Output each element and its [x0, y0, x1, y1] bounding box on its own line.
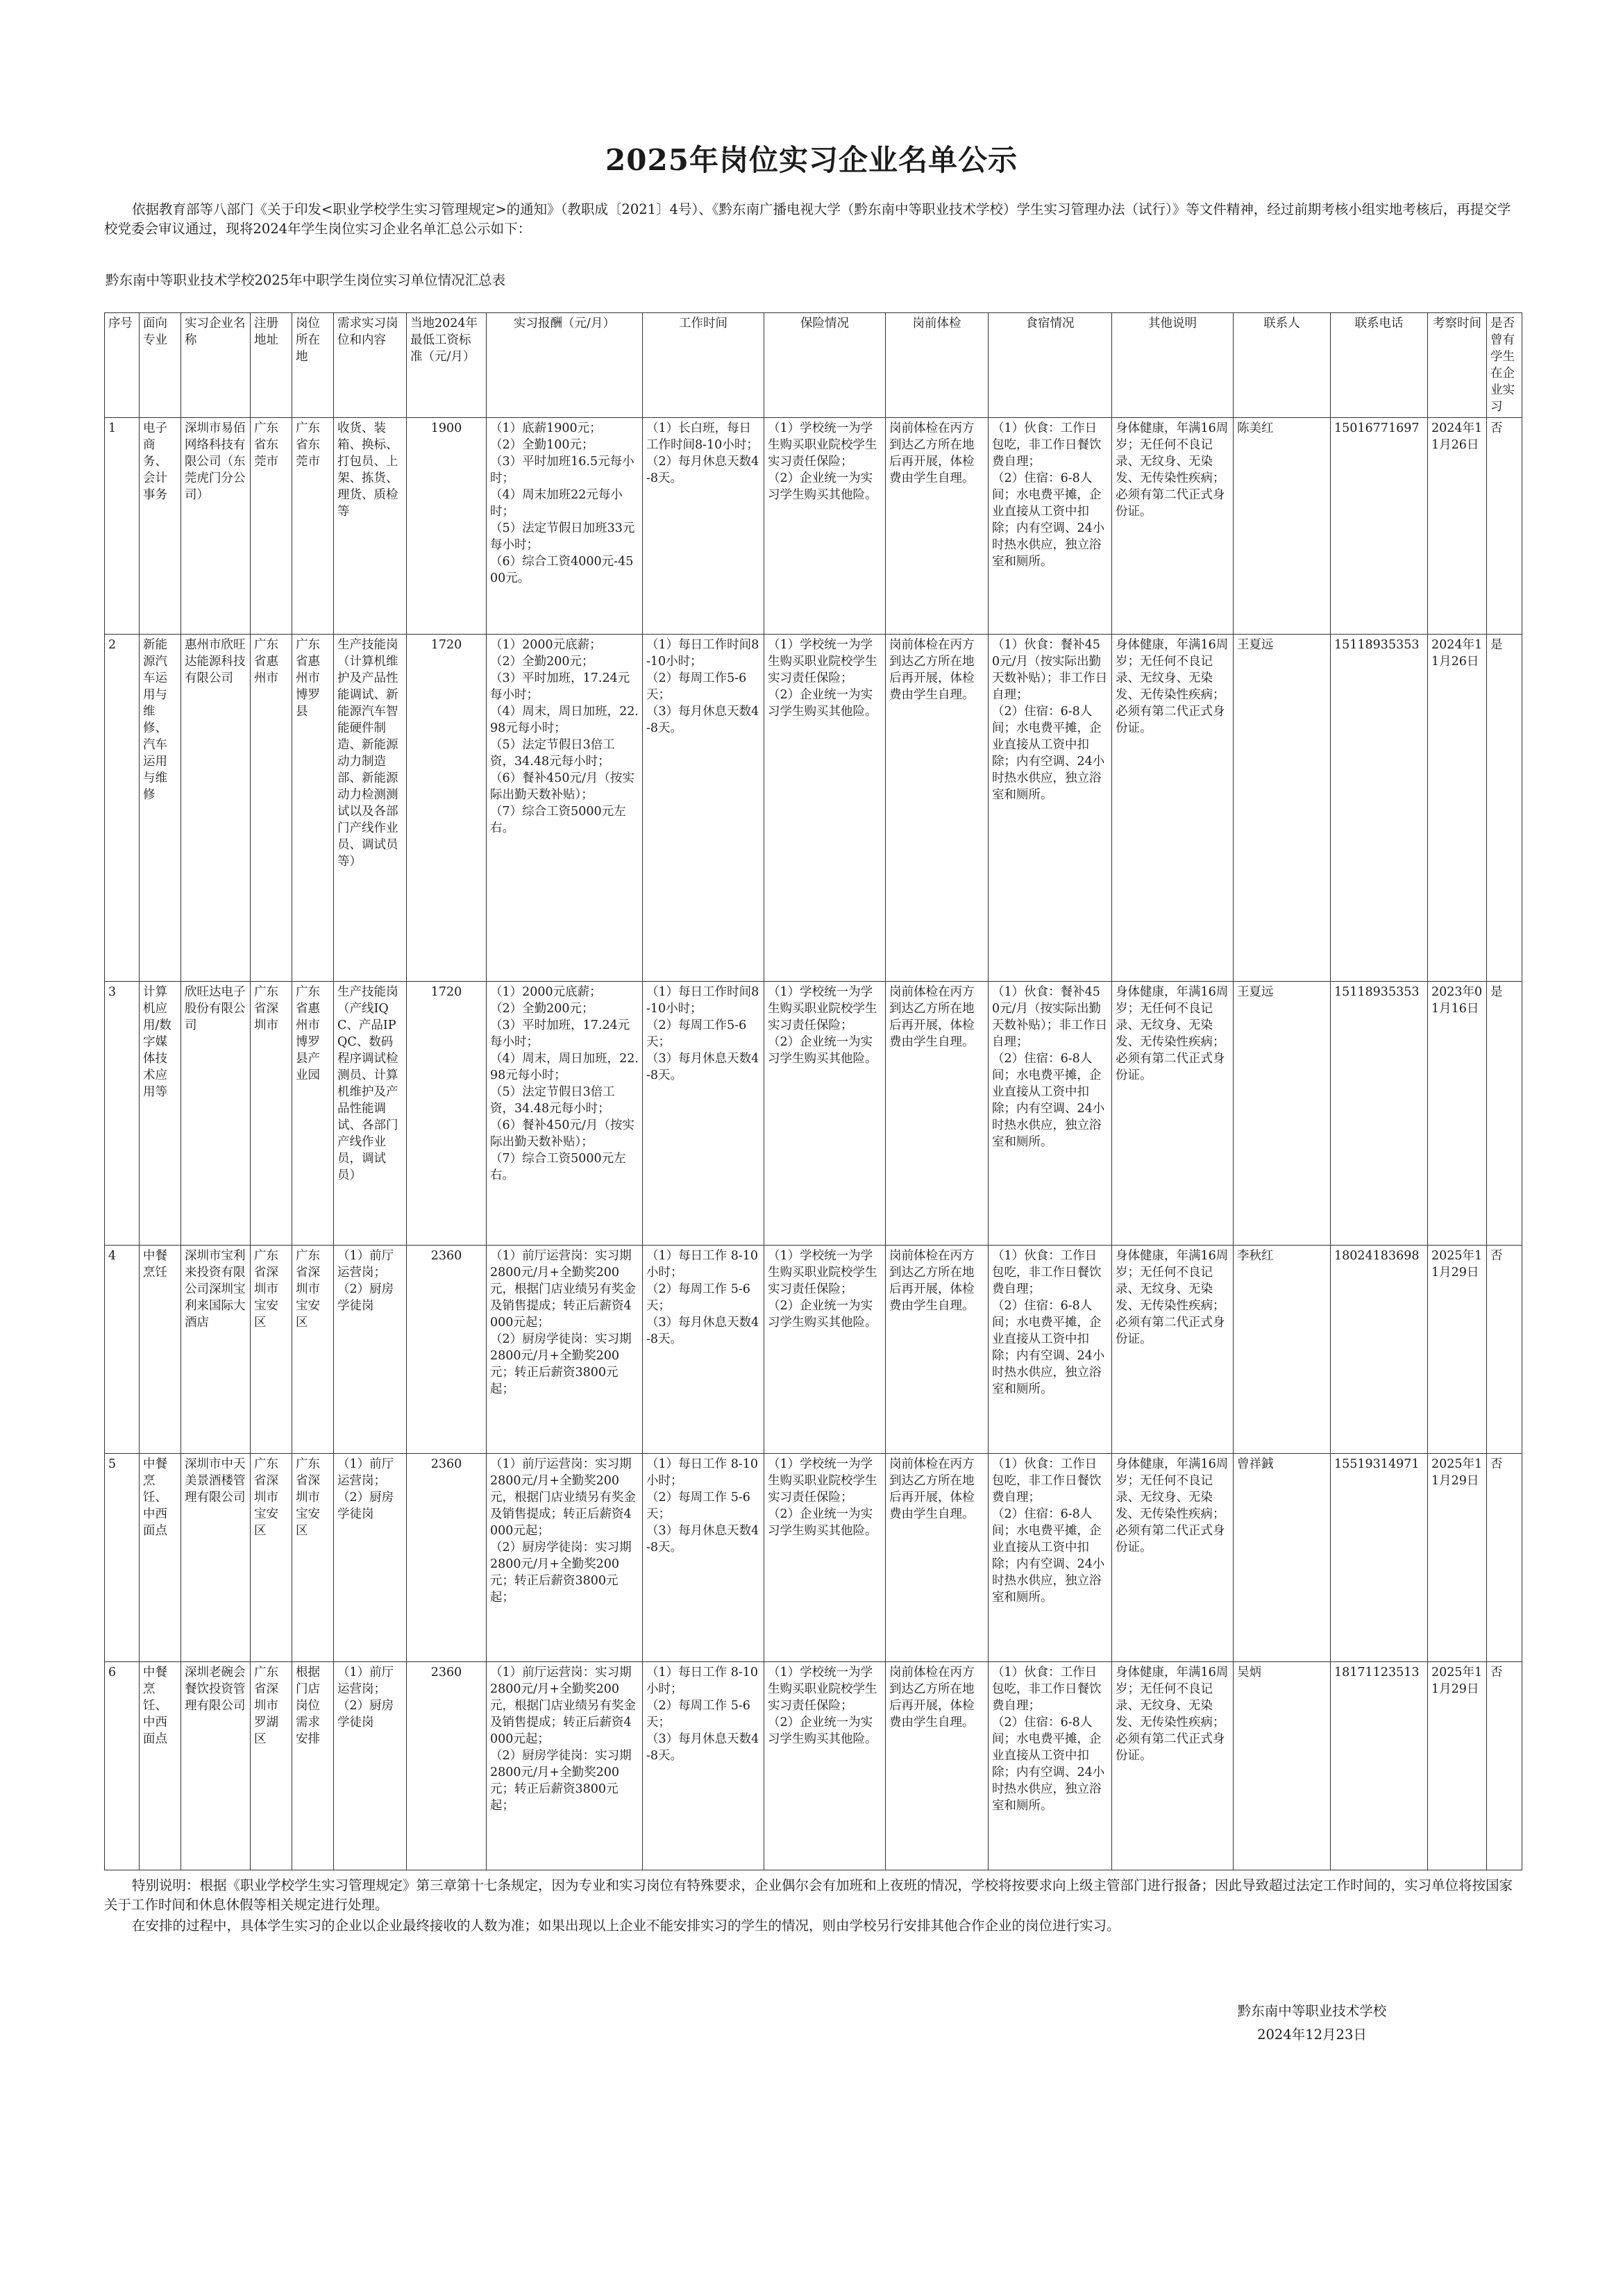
header-no: 序号 [105, 313, 140, 418]
table-caption: 黔东南中等职业技术学校2025年中职学生岗位实习单位情况汇总表 [106, 272, 506, 288]
cell-other: 身体健康，年满16周岁；无任何不良记录、无纹身、无染发、无传染性疾病；必须有第二代正式身份证。 [1112, 635, 1234, 982]
cell-insurance: （1）学校统一为学生购买职业院校学生实习责任保险； （2）企业统一为实习学生购买其他险。 [764, 418, 886, 635]
table-row [105, 418, 1522, 635]
cell-exam: 岗前体检在丙方到达乙方所在地后再开展，体检费由学生自理。 [886, 1662, 989, 1870]
cell-hours: （1）长白班，每日工作时间8-10小时； （2）每月休息天数4-8天。 [643, 418, 764, 635]
cell-board: （1）伙食：餐补450元/月（按实际出勤天数补贴）；非工作日自理； （2）住宿：6-8人间；水电费平摊，企业直接从工资中扣除；内有空调、24小时热水供应，独立浴室和厕所。 [989, 982, 1112, 1246]
cell-phone: 15016771697 [1331, 418, 1428, 635]
cell-contact: 李秋红 [1234, 1246, 1331, 1454]
cell-date: 2024年11月26日 [1428, 418, 1487, 635]
cell-pay: （1）2000元底薪； （2）全勤200元； （3）平时加班，17.24元每小时； （4）周末，周日加班，22.98元每小时； （5）法定节假日3倍工资，34.48元每小时； （6）餐补450元/月（按实际出勤天数补贴）； （7）综合工资5000元左右。 [487, 982, 643, 1246]
cell-loc: 广东省东莞市 [292, 418, 334, 635]
cell-board: （1）伙食：工作日包吃，非工作日餐饮费自理； （2）住宿：6-8人间；水电费平摊，企业直接从工资中扣除；内有空调、24小时热水供应，独立浴室和厕所。 [989, 1454, 1112, 1662]
cell-no: 6 [105, 1662, 140, 1870]
cell-major: 新能源汽车运用与维修、汽车运用与维修 [140, 635, 181, 982]
cell-no: 3 [105, 982, 140, 1246]
cell-minwage: 1720 [407, 635, 487, 982]
cell-contact: 吴炳 [1234, 1662, 1331, 1870]
header-major: 面向专业 [140, 313, 181, 418]
cell-post: （1）前厅运营岗； （2）厨房学徒岗 [334, 1246, 407, 1454]
cell-other: 身体健康，年满16周岁；无任何不良记录、无纹身、无染发、无传染性疾病；必须有第二代正式身份证。 [1112, 418, 1234, 635]
cell-reg: 广东省深圳市宝安区 [251, 1454, 292, 1662]
cell-minwage: 1900 [407, 418, 487, 635]
cell-hours: （1）每日工作时间8-10小时； （2）每周工作5-6天； （3）每月休息天数4-8天。 [643, 635, 764, 982]
cell-company: 欣旺达电子股份有限公司 [181, 982, 251, 1246]
cell-pay: （1）2000元底薪； （2）全勤200元； （3）平时加班，17.24元每小时； （4）周末，周日加班，22.98元每小时； （5）法定节假日3倍工资，34.48元每小时； （6）餐补450元/月（按实际出勤天数补贴）； （7）综合工资5000元左右。 [487, 635, 643, 982]
arrangement-note: 在安排的过程中，具体学生实习的企业以企业最终接收的人数为准；如果出现以上企业不能安排实习的学生的情况，则由学校另行安排其他合作企业的岗位进行实习。 [132, 1918, 1120, 1934]
table-row [105, 982, 1522, 1246]
cell-hours: （1）每日工作时间8-10小时； （2）每周工作5-6天； （3）每月休息天数4-8天。 [643, 982, 764, 1246]
cell-other: 身体健康，年满16周岁；无任何不良记录、无纹身、无染发、无传染性疾病；必须有第二代正式身份证。 [1112, 1246, 1234, 1454]
cell-pay: （1）前厅运营岗：实习期2800元/月+全勤奖200元，根据门店业绩另有奖金及销售提成；转正后薪资4000元起； （2）厨房学徒岗：实习期2800元/月+全勤奖200元；转正后薪资3800元起； [487, 1246, 643, 1454]
header-pay: 实习报酬（元/月） [487, 313, 643, 418]
cell-prior: 是 [1487, 982, 1522, 1246]
table-row [105, 1454, 1522, 1662]
cell-minwage: 2360 [407, 1662, 487, 1870]
cell-reg: 广东省深圳市宝安区 [251, 1246, 292, 1454]
table-row [105, 1662, 1522, 1870]
cell-company: 深圳市易佰网络科技有限公司（东莞虎门分公司） [181, 418, 251, 635]
header-post: 需求实习岗位和内容 [334, 313, 407, 418]
header-reg: 注册地址 [251, 313, 292, 418]
header-board: 食宿情况 [989, 313, 1112, 418]
cell-insurance: （1）学校统一为学生购买职业院校学生实习责任保险； （2）企业统一为实习学生购买其他险。 [764, 635, 886, 982]
cell-exam: 岗前体检在丙方到达乙方所在地后再开展，体检费由学生自理。 [886, 1246, 989, 1454]
cell-date: 2023年01月16日 [1428, 982, 1487, 1246]
cell-major: 中餐烹饪、中西面点 [140, 1662, 181, 1870]
cell-date: 2025年11月29日 [1428, 1246, 1487, 1454]
cell-no: 2 [105, 635, 140, 982]
cell-hours: （1）每日工作 8-10 小时； （2）每周工作 5-6 天； （3）每月休息天数4-8天。 [643, 1662, 764, 1870]
cell-insurance: （1）学校统一为学生购买职业院校学生实习责任保险； （2）企业统一为实习学生购买其他险。 [764, 982, 886, 1246]
cell-insurance: （1）学校统一为学生购买职业院校学生实习责任保险； （2）企业统一为实习学生购买其他险。 [764, 1246, 886, 1454]
cell-prior: 否 [1487, 1662, 1522, 1870]
signature-block [1180, 2000, 1444, 2047]
cell-minwage: 1720 [407, 982, 487, 1246]
cell-reg: 广东省东莞市 [251, 418, 292, 635]
header-date: 考察时间 [1428, 313, 1487, 418]
signature-date: 2024年12月23日 [1257, 2027, 1367, 2043]
header-hours: 工作时间 [643, 313, 764, 418]
cell-prior: 否 [1487, 1246, 1522, 1454]
header-loc: 岗位所在地 [292, 313, 334, 418]
cell-loc: 广东省深圳市宝安区 [292, 1246, 334, 1454]
cell-date: 2025年11月29日 [1428, 1454, 1487, 1662]
cell-contact: 王夏远 [1234, 982, 1331, 1246]
cell-major: 电子商务、会计事务 [140, 418, 181, 635]
header-phone: 联系电话 [1331, 313, 1428, 418]
table-row [105, 1246, 1522, 1454]
cell-pay: （1）前厅运营岗：实习期2800元/月+全勤奖200元，根据门店业绩另有奖金及销售提成；转正后薪资4000元起； （2）厨房学徒岗：实习期2800元/月+全勤奖200元；转正后薪资3800元起； [487, 1454, 643, 1662]
header-insurance: 保险情况 [764, 313, 886, 418]
table-header-row [105, 313, 1522, 418]
header-prior: 是否曾有学生在企业实习 [1487, 313, 1522, 418]
cell-other: 身体健康，年满16周岁；无任何不良记录、无纹身、无染发、无传染性疾病；必须有第二代正式身份证。 [1112, 1454, 1234, 1662]
cell-insurance: （1）学校统一为学生购买职业院校学生实习责任保险； （2）企业统一为实习学生购买其他险。 [764, 1662, 886, 1870]
internship-table [104, 312, 1522, 1870]
cell-loc: 广东省深圳市宝安区 [292, 1454, 334, 1662]
cell-hours: （1）每日工作 8-10 小时； （2）每周工作 5-6 天； （3）每月休息天数4-8天。 [643, 1454, 764, 1662]
header-minwage: 当地2024年最低工资标准（元/月） [407, 313, 487, 418]
cell-phone: 15118935353 [1331, 982, 1428, 1246]
cell-reg: 广东省惠州市 [251, 635, 292, 982]
document-title: 2025年岗位实习企业名单公示 [605, 143, 1018, 177]
cell-no: 5 [105, 1454, 140, 1662]
cell-no: 4 [105, 1246, 140, 1454]
cell-pay: （1）底薪1900元； （2）全勤100元； （3）平时加班16.5元每小时； （4）周末加班22元每小时； （5）法定节假日加班33元每小时； （6）综合工资4000元-4500元。 [487, 418, 643, 635]
signature-school: 黔东南中等职业技术学校 [1237, 2003, 1387, 2019]
cell-phone: 15519314971 [1331, 1454, 1428, 1662]
cell-post: （1）前厅运营岗； （2）厨房学徒岗 [334, 1662, 407, 1870]
cell-exam: 岗前体检在丙方到达乙方所在地后再开展，体检费由学生自理。 [886, 635, 989, 982]
cell-loc: 广东省惠州市博罗县 [292, 635, 334, 982]
cell-contact: 曾祥銊 [1234, 1454, 1331, 1662]
table-row [105, 635, 1522, 982]
cell-pay: （1）前厅运营岗：实习期2800元/月+全勤奖200元，根据门店业绩另有奖金及销售提成；转正后薪资4000元起； （2）厨房学徒岗：实习期2800元/月+全勤奖200元；转正后薪资3800元起； [487, 1662, 643, 1870]
cell-insurance: （1）学校统一为学生购买职业院校学生实习责任保险； （2）企业统一为实习学生购买其他险。 [764, 1454, 886, 1662]
cell-company: 深圳市宝利来投资有限公司深圳宝利来国际大酒店 [181, 1246, 251, 1454]
cell-minwage: 2360 [407, 1454, 487, 1662]
cell-major: 中餐烹饪 [140, 1246, 181, 1454]
intro-paragraph: 依据教育部等八部门《关于印发<职业学校学生实习管理规定>的通知》（教职成〔2021〕4号）、《黔东南广播电视大学（黔东南中等职业技术学校）学生实习管理办法（试行）》等文件精神，经过前期考核小组实地考核后，再提交学校党委会审议通过，现将2024年学生岗位实习企业名单汇总公示如下： [104, 201, 1511, 237]
cell-no: 1 [105, 418, 140, 635]
cell-contact: 陈美红 [1234, 418, 1331, 635]
cell-loc: 根据门店岗位需求安排 [292, 1662, 334, 1870]
cell-company: 深圳市中天美景酒楼管理有限公司 [181, 1454, 251, 1662]
cell-prior: 否 [1487, 1454, 1522, 1662]
cell-board: （1）伙食：工作日包吃，非工作日餐饮费自理； （2）住宿：6-8人间；水电费平摊，企业直接从工资中扣除；内有空调、24小时热水供应，独立浴室和厕所。 [989, 418, 1112, 635]
cell-board: （1）伙食：工作日包吃，非工作日餐饮费自理； （2）住宿：6-8人间；水电费平摊，企业直接从工资中扣除；内有空调、24小时热水供应，独立浴室和厕所。 [989, 1246, 1112, 1454]
cell-post: 生产技能岗（产线IQC、产品IPQC、数码程序调试检测员、计算机维护及产品性能调试、各部门产线作业员，调试员） [334, 982, 407, 1246]
cell-loc: 广东省惠州市博罗县产业园 [292, 982, 334, 1246]
cell-post: 生产技能岗（计算机维护及产品性能调试、新能源汽车智能硬件制造、新能源动力制造部、新能源动力检测测试以及各部门产线作业员、调试员等） [334, 635, 407, 982]
cell-phone: 15118935353 [1331, 635, 1428, 982]
cell-hours: （1）每日工作 8-10 小时； （2）每周工作 5-6 天； （3）每月休息天数4-8天。 [643, 1246, 764, 1454]
header-company: 实习企业名称 [181, 313, 251, 418]
cell-minwage: 2360 [407, 1246, 487, 1454]
header-other: 其他说明 [1112, 313, 1234, 418]
cell-board: （1）伙食：餐补450元/月（按实际出勤天数补贴）；非工作日自理； （2）住宿：6-8人间；水电费平摊，企业直接从工资中扣除；内有空调、24小时热水供应，独立浴室和厕所。 [989, 635, 1112, 982]
cell-prior: 是 [1487, 635, 1522, 982]
cell-other: 身体健康，年满16周岁；无任何不良记录、无纹身、无染发、无传染性疾病；必须有第二代正式身份证。 [1112, 1662, 1234, 1870]
cell-exam: 岗前体检在丙方到达乙方所在地后再开展，体检费由学生自理。 [886, 418, 989, 635]
cell-prior: 否 [1487, 418, 1522, 635]
cell-reg: 广东省深圳市 [251, 982, 292, 1246]
cell-reg: 广东省深圳市罗湖区 [251, 1662, 292, 1870]
cell-board: （1）伙食：工作日包吃，非工作日餐饮费自理； （2）住宿：6-8人间；水电费平摊，企业直接从工资中扣除；内有空调、24小时热水供应，独立浴室和厕所。 [989, 1662, 1112, 1870]
cell-date: 2024年11月26日 [1428, 635, 1487, 982]
cell-date: 2025年11月29日 [1428, 1662, 1487, 1870]
cell-company: 惠州市欣旺达能源科技有限公司 [181, 635, 251, 982]
cell-major: 中餐烹饪、中西面点 [140, 1454, 181, 1662]
cell-exam: 岗前体检在丙方到达乙方所在地后再开展，体检费由学生自理。 [886, 1454, 989, 1662]
cell-post: （1）前厅运营岗； （2）厨房学徒岗 [334, 1454, 407, 1662]
header-exam: 岗前体检 [886, 313, 989, 418]
cell-post: 收货、装箱、换标、打包员、上架、拣货、理货、质检等 [334, 418, 407, 635]
cell-major: 计算机应用/数字媒体技术应用等 [140, 982, 181, 1246]
special-note: 特别说明：根据《职业学校学生实习管理规定》第三章第十七条规定，因为专业和实习岗位有特殊要求，企业偶尔会有加班和上夜班的情况，学校将按要求向上级主管部门进行报备；因此导致超过法定工作时间的，实习单位将按国家关于工作时间和休息休假等相关规定进行处理。 [104, 1877, 1513, 1913]
cell-other: 身体健康，年满16周岁；无任何不良记录、无纹身、无染发、无传染性疾病；必须有第二代正式身份证。 [1112, 982, 1234, 1246]
header-contact: 联系人 [1234, 313, 1331, 418]
cell-phone: 18024183698 [1331, 1246, 1428, 1454]
cell-company: 深圳老碗会餐饮投资管理有限公司 [181, 1662, 251, 1870]
cell-exam: 岗前体检在丙方到达乙方所在地后再开展，体检费由学生自理。 [886, 982, 989, 1246]
cell-contact: 王夏远 [1234, 635, 1331, 982]
cell-phone: 18171123513 [1331, 1662, 1428, 1870]
